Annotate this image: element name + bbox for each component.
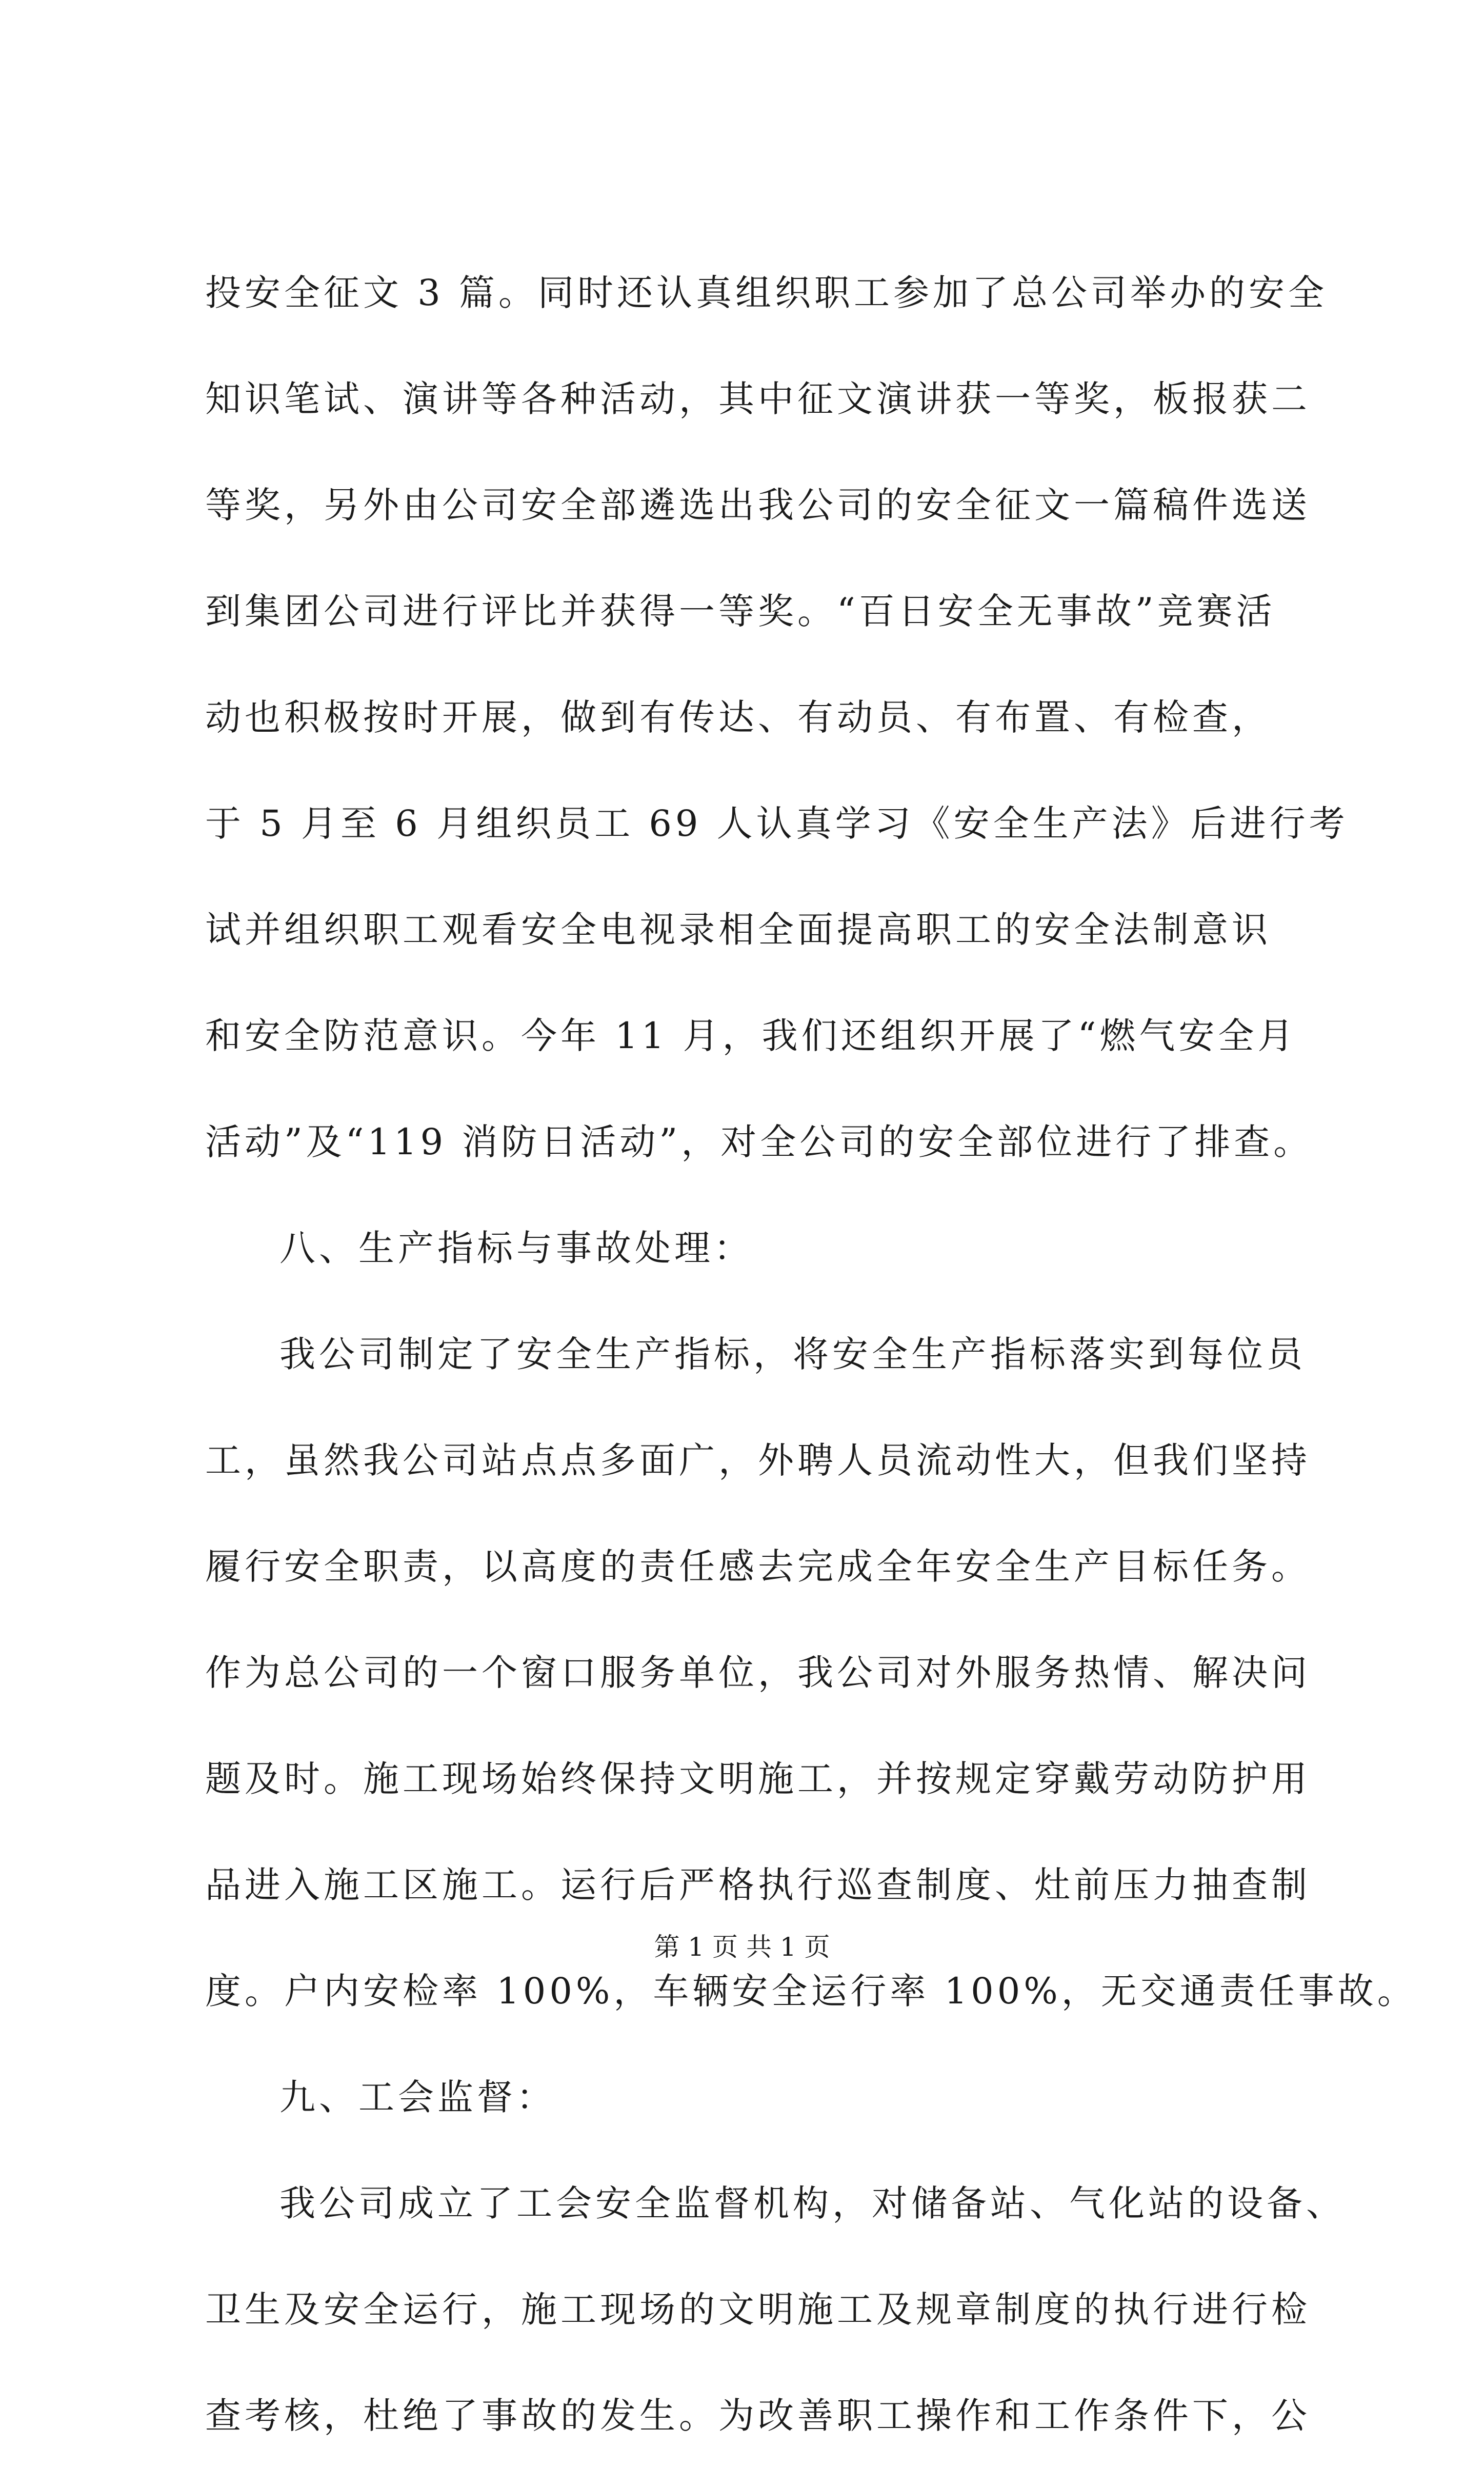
text-line: 工，虽然我公司站点点多面广，外聘人员流动性大，但我们坚持 (205, 1439, 1311, 1481)
text-line: 度。户内安检率 100%，车辆安全运行率 100%，无交通责任事故。 (205, 1970, 1417, 2012)
text-line: 题及时。施工现场始终保持文明施工，并按规定穿戴劳动防护用 (205, 1758, 1311, 1800)
text-line: 知识笔试、演讲等各种活动，其中征文演讲获一等奖，板报获二 (205, 378, 1311, 420)
text-line: 投安全征文 3 篇。同时还认真组织职工参加了总公司举办的安全 (205, 272, 1328, 314)
text-line: 活动”及“119 消防日活动”，对全公司的安全部位进行了排查。 (205, 1121, 1313, 1163)
text-line: 动也积极按时开展，做到有传达、有动员、有布置、有检查， (205, 696, 1271, 738)
text-line: 九、工会监督： (279, 2076, 556, 2118)
text-line: 履行安全职责，以高度的责任感去完成全年安全生产目标任务。 (205, 1545, 1311, 1588)
document-body (205, 240, 1417, 2469)
text-line: 作为总公司的一个窗口服务单位，我公司对外服务热情、解决问 (205, 1652, 1311, 1694)
text-line: 等奖，另外由公司安全部遴选出我公司的安全征文一篇稿件选送 (205, 484, 1311, 526)
text-line: 品进入施工区施工。运行后严格执行巡查制度、灶前压力抽查制 (205, 1864, 1311, 1906)
text-line: 我公司成立了工会安全监督机构，对储备站、气化站的设备、 (279, 2182, 1346, 2224)
text-line: 我公司制定了安全生产指标，将安全生产指标落实到每位员 (279, 1333, 1306, 1375)
text-line: 八、生产指标与事故处理： (279, 1227, 753, 1269)
text-line: 试并组织职工观看安全电视录相全面提高职工的安全法制意识 (205, 909, 1271, 951)
text-line: 和安全防范意识。今年 11 月，我们还组织开展了“燃气安全月 (205, 1015, 1297, 1057)
text-line: 到集团公司进行评比并获得一等奖。“百日安全无事故”竞赛活 (205, 590, 1276, 632)
page-footer: 第 1 页 共 1 页 (654, 1932, 830, 1962)
text-line: 查考核，杜绝了事故的发生。为改善职工操作和工作条件下，公 (205, 2395, 1311, 2437)
text-line: 卫生及安全运行，施工现场的文明施工及规章制度的执行进行检 (205, 2289, 1311, 2331)
text-line: 于 5 月至 6 月组织员工 69 人认真学习《安全生产法》后进行考 (205, 802, 1349, 845)
